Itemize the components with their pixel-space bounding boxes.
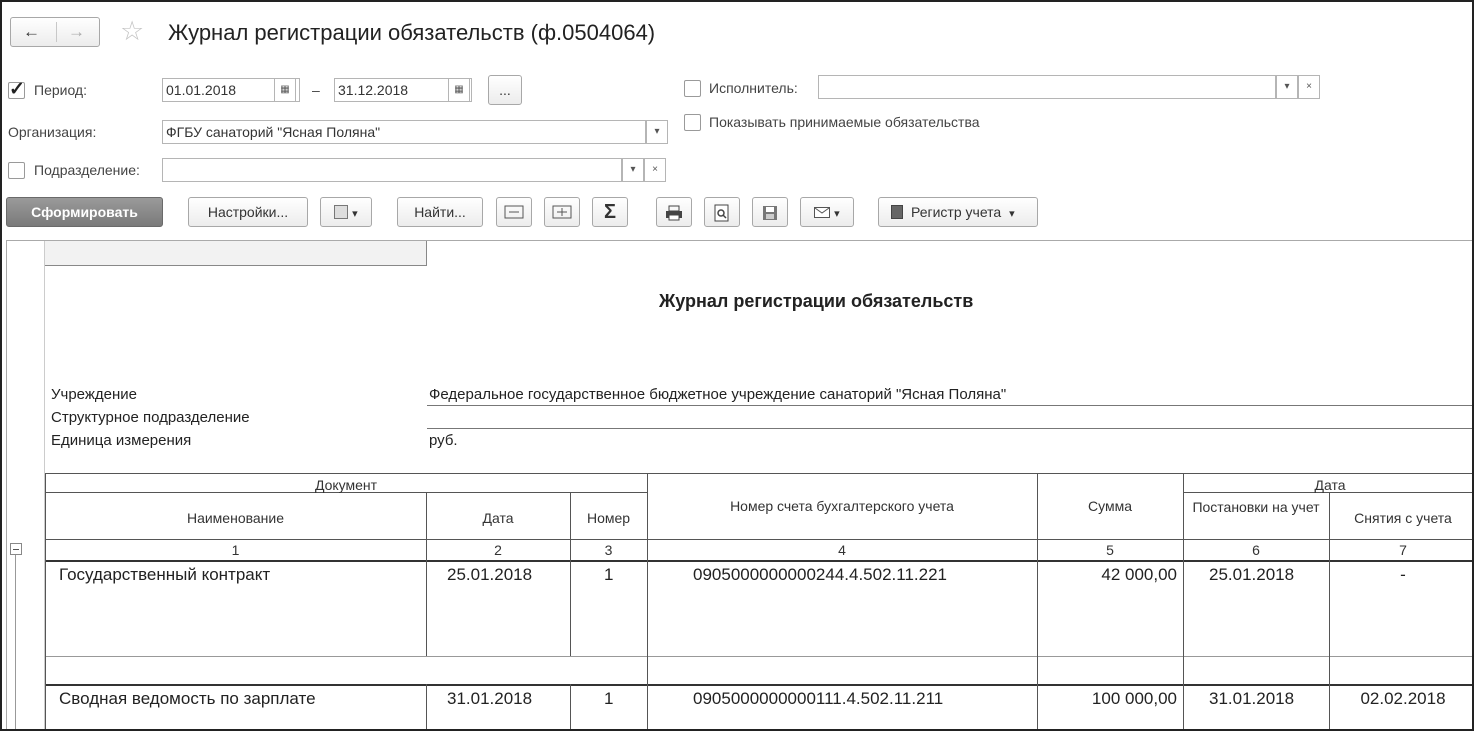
unit-label: Единица измерения — [51, 432, 192, 449]
executor-input[interactable] — [818, 75, 1276, 99]
variants-button[interactable] — [320, 197, 372, 227]
row1-account: 0905000000000244.4.502.11.221 — [693, 565, 947, 584]
header-deregistration: Снятия с учета — [1354, 510, 1452, 526]
row1-date: 25.01.2018 — [447, 565, 533, 584]
print-icon[interactable] — [656, 197, 692, 227]
col-number: 5 — [1106, 542, 1114, 558]
register-button[interactable] — [878, 197, 1038, 227]
header-sum: Сумма — [1088, 498, 1132, 514]
header-name: Наименование — [186, 510, 285, 526]
row2-sum: 100 000,00 — [1091, 689, 1177, 708]
unit-value: руб. — [429, 432, 458, 449]
envelope-icon — [814, 207, 830, 218]
dept-input[interactable] — [162, 158, 622, 182]
nav-buttons — [10, 17, 100, 47]
header-account: Номер счета бухгалтерского учета — [730, 498, 954, 514]
report-title: Журнал регистрации обязательств — [659, 291, 974, 311]
group-gutter — [7, 241, 45, 731]
executor-dropdown-icon[interactable]: ▾ — [1276, 75, 1298, 99]
org-label: Организация: — [8, 124, 97, 140]
back-arrow-icon[interactable]: ← — [23, 22, 40, 41]
subdivision-label: Структурное подразделение — [51, 409, 250, 426]
register-icon — [891, 205, 903, 219]
report-settings-area[interactable] — [45, 241, 427, 266]
generate-button[interactable]: Сформировать — [6, 197, 163, 227]
header-date-group: Дата — [1314, 477, 1346, 493]
calendar-from-icon[interactable]: ▦ — [274, 78, 296, 102]
forward-arrow-icon[interactable]: → — [68, 22, 85, 41]
row2-date: 31.01.2018 — [447, 689, 533, 708]
col-number: 6 — [1252, 542, 1260, 558]
period-from-input[interactable]: 01.01.2018 — [162, 78, 300, 102]
org-input[interactable]: ФГБУ санаторий "Ясная Поляна" — [162, 120, 646, 144]
register-dropdown-icon: ▾ — [1009, 208, 1015, 220]
executor-label: Исполнитель: — [709, 80, 798, 96]
row1-number: 1 — [604, 565, 614, 584]
row1-deregistered: - — [1400, 565, 1406, 584]
row2-registered: 31.01.2018 — [1209, 689, 1295, 708]
period-label: Период: — [34, 82, 87, 98]
dept-clear-icon[interactable]: × — [644, 158, 666, 182]
header-number: Номер — [586, 510, 631, 526]
col-number: 2 — [494, 542, 502, 558]
row2-account: 0905000000000111.4.502.11.211 — [693, 689, 944, 708]
institution-label: Учреждение — [51, 386, 137, 403]
header-date: Дата — [482, 510, 514, 526]
show-accepted-checkbox[interactable] — [684, 114, 701, 131]
settings-button[interactable]: Настройки... — [188, 197, 308, 227]
save-icon[interactable] — [752, 197, 788, 227]
col-number: 7 — [1399, 542, 1407, 558]
period-checkbox[interactable] — [8, 82, 25, 99]
executor-clear-icon[interactable]: × — [1298, 75, 1320, 99]
expand-groups-icon[interactable] — [544, 197, 580, 227]
period-dash: – — [312, 82, 320, 98]
sum-icon[interactable]: Σ — [592, 197, 628, 227]
col-number: 1 — [231, 542, 240, 558]
calendar-to-icon[interactable]: ▦ — [448, 78, 470, 102]
preview-icon[interactable] — [704, 197, 740, 227]
group-collapse-icon[interactable] — [10, 543, 22, 555]
send-email-button[interactable] — [800, 197, 854, 227]
favorite-star-icon[interactable]: ☆ — [120, 16, 145, 46]
register-label: Регистр учета — [911, 204, 1002, 220]
show-accepted-label: Показывать принимаемые обязательства — [709, 114, 980, 130]
email-dropdown-icon: ▾ — [834, 208, 840, 220]
collapse-groups-icon[interactable] — [496, 197, 532, 227]
page-title: Журнал регистрации обязательств (ф.0504064) — [168, 20, 656, 45]
row2-deregistered: 02.02.2018 — [1360, 689, 1446, 708]
org-dropdown-icon[interactable]: ▾ — [646, 120, 668, 144]
header-document: Документ — [314, 477, 378, 493]
report-variant-icon — [334, 205, 348, 219]
dept-checkbox[interactable] — [8, 162, 25, 179]
dept-label: Подразделение: — [34, 162, 140, 178]
variants-dropdown-icon: ▾ — [352, 208, 358, 220]
header-registration: Постановки на учет — [1192, 499, 1320, 515]
institution-value: Федеральное государственное бюджетное учреждение санаторий "Ясная Поляна" — [429, 386, 1007, 403]
dept-dropdown-icon[interactable]: ▾ — [622, 158, 644, 182]
row2-number: 1 — [604, 689, 614, 708]
row1-sum: 42 000,00 — [1101, 565, 1177, 584]
col-number: 3 — [604, 542, 613, 558]
row1-name: Государственный контракт — [59, 565, 271, 584]
col-number: 4 — [838, 542, 846, 558]
executor-checkbox[interactable] — [684, 80, 701, 97]
row1-registered: 25.01.2018 — [1209, 565, 1295, 584]
report-area — [6, 240, 1474, 731]
period-to-input[interactable]: 31.12.2018 — [334, 78, 472, 102]
find-button[interactable]: Найти... — [397, 197, 483, 227]
period-select-button[interactable]: ... — [488, 75, 522, 105]
row2-name: Сводная ведомость по зарплате — [59, 689, 316, 708]
